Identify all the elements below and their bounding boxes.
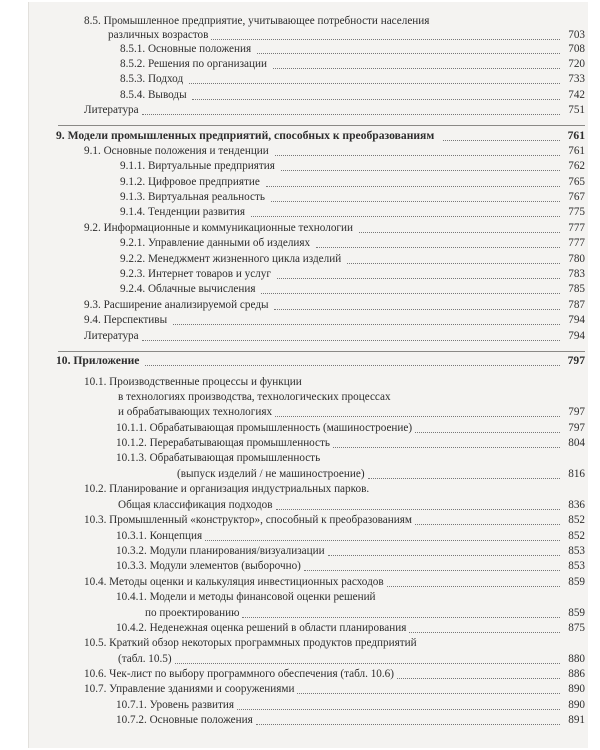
chapter-divider — [58, 351, 585, 352]
chapter-divider — [58, 125, 585, 126]
toc-entry[interactable] — [28, 514, 588, 526]
dot-leader — [297, 693, 560, 694]
toc-page-number: 852 — [568, 530, 585, 542]
toc-entry-title-continued: по проектированию — [145, 607, 240, 619]
toc-page-number: 875 — [568, 622, 585, 634]
dot-leader — [333, 447, 560, 448]
toc-entry-title: 10.7.2. Основные положения — [116, 714, 253, 726]
dot-leader — [274, 309, 560, 310]
toc-entry-title-continued: (выпуск изделий / не машиностроение) — [177, 468, 365, 480]
toc-entry[interactable] — [28, 699, 588, 711]
toc-entry-title: 9.2. Информационные и коммуникационные технологии — [84, 222, 353, 234]
toc-entry[interactable] — [28, 160, 588, 172]
dot-leader — [256, 724, 560, 725]
dot-leader — [273, 68, 560, 69]
dot-leader — [275, 416, 560, 417]
toc-entry-title: Литература — [84, 330, 139, 342]
toc-page-number: 794 — [568, 314, 585, 326]
toc-page-number: 794 — [568, 330, 585, 342]
toc-entry[interactable] — [28, 299, 588, 311]
toc-page-number: 797 — [568, 406, 585, 418]
toc-entry-title: 9.1.2. Цифровое предприятие — [120, 176, 260, 188]
dot-leader — [205, 540, 560, 541]
dot-leader — [281, 170, 560, 171]
toc-entry-title: 9.2.3. Интернет товаров и услуг — [120, 268, 271, 280]
toc-entry-title: 10.1. Производственные процессы и функции — [84, 376, 302, 388]
toc-entry-title: 10.1.1. Обрабатывающая промышленность (машиностроение) — [116, 422, 413, 434]
toc-entry-title: 10.1.3. Обрабатывающая промышленность — [116, 452, 321, 464]
dot-leader — [145, 365, 560, 366]
toc-entry[interactable] — [28, 376, 588, 418]
toc-page-number: 852 — [568, 514, 585, 526]
toc-entry[interactable] — [28, 545, 588, 557]
toc-entry[interactable] — [28, 222, 588, 234]
toc-entry-title: 10.3.3. Модули элементов (выборочно) — [116, 560, 301, 572]
toc-entry[interactable] — [28, 58, 588, 70]
toc-page-number: 777 — [568, 237, 585, 249]
toc-entry-title: 10.3. Промышленный «конструктор», способный к преобразованиям — [84, 514, 412, 526]
toc-entry[interactable] — [28, 89, 588, 101]
toc-entry[interactable] — [28, 145, 588, 157]
toc-entry-title: 10.7. Управление зданиями и сооружениями — [84, 683, 295, 695]
dot-leader — [173, 324, 560, 325]
toc-entry-title: 8.5.1. Основные положения — [120, 43, 252, 55]
toc-entry[interactable] — [28, 622, 588, 634]
toc-entry-title: 8.5.2. Решения по организации — [120, 58, 267, 70]
toc-entry-title: 9.1.3. Виртуальная реальность — [120, 191, 265, 203]
toc-entry-title: 8.5. Промышленное предприятие, учитывающее потребности населения — [84, 15, 430, 27]
toc-entry-title: 8.5.3. Подход — [120, 73, 184, 85]
toc-page-number: 886 — [568, 668, 585, 680]
toc-entry[interactable] — [28, 354, 588, 367]
dot-leader — [368, 478, 560, 479]
toc-page-number: 761 — [568, 145, 585, 157]
toc-page-number: 853 — [568, 545, 585, 557]
toc-entry-title: 10.4. Методы оценки и калькуляция инвестиционных расходов — [84, 576, 384, 588]
toc-entry[interactable] — [28, 530, 588, 542]
dot-leader — [142, 114, 560, 115]
dot-leader — [443, 140, 560, 141]
toc-entry[interactable] — [28, 129, 588, 142]
toc-page-number: 787 — [568, 299, 585, 311]
toc-page-number: 720 — [568, 58, 585, 70]
toc-page-number: 733 — [568, 73, 585, 85]
toc-entry-title: 8.5.4. Выводы — [120, 89, 187, 101]
toc-page-number: 853 — [568, 560, 585, 572]
dot-leader — [316, 247, 560, 248]
toc-entry-title: 9. Модели промышленных предприятий, способных к преобразованиям — [56, 129, 435, 142]
toc-entry-title-continued: и обрабатывающих технологиях — [118, 406, 273, 418]
toc-entry-title: 10.3.1. Концепция — [116, 530, 203, 542]
dot-leader — [347, 263, 560, 264]
toc-entry-title: 10.1.2. Перерабатывающая промышленность — [116, 437, 331, 449]
toc-entry[interactable] — [28, 176, 588, 188]
toc-entry[interactable] — [28, 43, 588, 55]
toc-entry[interactable] — [28, 330, 588, 342]
dot-leader — [211, 39, 560, 40]
toc-entry[interactable] — [28, 714, 588, 726]
dot-leader — [415, 432, 560, 433]
toc-page-number: 859 — [568, 607, 585, 619]
toc-entry-title: 9.4. Перспективы — [84, 314, 168, 326]
dot-leader — [271, 201, 560, 202]
toc-entry[interactable] — [28, 683, 588, 695]
dot-leader — [189, 83, 560, 84]
toc-entry[interactable] — [28, 483, 588, 511]
toc-entry-title-continued: различных возрастов — [108, 29, 209, 41]
book-page — [28, 2, 588, 748]
toc-entry[interactable] — [28, 206, 588, 218]
toc-entry[interactable] — [28, 576, 588, 588]
toc-entry-title: 9.2.2. Менеджмент жизненного цикла изделий — [120, 253, 342, 265]
dot-leader — [409, 632, 560, 633]
toc-page-number: 780 — [568, 253, 585, 265]
toc-entry-title: 10.6. Чек-лист по выбору программного обеспечения (табл. 10.6) — [84, 668, 394, 680]
dot-leader — [277, 278, 560, 279]
dot-leader — [415, 524, 560, 525]
toc-page-number: 880 — [568, 653, 585, 665]
toc-page-number: 777 — [568, 222, 585, 234]
toc-entry[interactable] — [28, 314, 588, 326]
toc-entry-title: 9.1.1. Виртуальные предприятия — [120, 160, 275, 172]
toc-page-number: 785 — [568, 283, 585, 295]
dot-leader — [142, 340, 560, 341]
toc-page-number: 742 — [568, 89, 585, 101]
toc-page-number: 891 — [568, 714, 585, 726]
toc-page-number: 804 — [568, 437, 585, 449]
toc-page-number: 762 — [568, 160, 585, 172]
toc-entry[interactable] — [28, 668, 588, 680]
toc-page-number: 816 — [568, 468, 585, 480]
toc-entry-title: 10. Приложение — [56, 354, 140, 367]
toc-entry-title: 10.4.2. Неденежная оценка решений в области планирования — [116, 622, 407, 634]
dot-leader — [242, 617, 560, 618]
toc-entry-title: 9.1.4. Тенденции развития — [120, 206, 246, 218]
toc-entry-title: 10.5. Краткий обзор некоторых программных продуктов предприятий — [84, 637, 417, 649]
dot-leader — [266, 186, 560, 187]
toc-entry-title: 9.1. Основные положения и тенденции — [84, 145, 269, 157]
toc-entry[interactable] — [28, 104, 588, 116]
dot-leader — [304, 570, 560, 571]
toc-entry-title: 9.3. Расширение анализируемой среды — [84, 299, 269, 311]
toc-entry[interactable] — [28, 437, 588, 449]
toc-entry[interactable] — [28, 591, 588, 619]
toc-entry-title: 10.4.1. Модели и методы финансовой оценки решений — [116, 591, 376, 603]
toc-page-number: 767 — [568, 191, 585, 203]
dot-leader — [237, 709, 560, 710]
dot-leader — [359, 232, 560, 233]
toc-page-number: 836 — [568, 499, 585, 511]
toc-page-number: 859 — [568, 576, 585, 588]
toc-page-number: 797 — [568, 422, 585, 434]
dot-leader — [261, 293, 560, 294]
toc-entry[interactable] — [28, 637, 588, 665]
toc-entry[interactable] — [28, 268, 588, 280]
dot-leader — [192, 99, 560, 100]
toc-entry-title-continued: Общая классификация подходов — [118, 499, 273, 511]
toc-page-number: 751 — [568, 104, 585, 116]
dot-leader — [387, 586, 560, 587]
dot-leader — [276, 509, 560, 510]
dot-leader — [175, 663, 560, 664]
dot-leader — [257, 53, 560, 54]
toc-entry-title: 10.3.2. Модули планирования/визуализации — [116, 545, 325, 557]
toc-entry[interactable] — [28, 15, 588, 41]
toc-page-number: 890 — [568, 683, 585, 695]
toc-entry-title-continued: в технологиях производства, технологических процессах — [118, 391, 391, 403]
dot-leader — [328, 555, 560, 556]
toc-entry-title: Литература — [84, 104, 139, 116]
dot-leader — [251, 216, 560, 217]
toc-entry[interactable] — [28, 237, 588, 249]
toc-entry-title: 9.2.4. Облачные вычисления — [120, 283, 256, 295]
toc-entry[interactable] — [28, 422, 588, 434]
toc-page-number: 775 — [568, 206, 585, 218]
toc-page-number: 765 — [568, 176, 585, 188]
dot-leader — [275, 155, 560, 156]
toc-entry-title: 10.7.1. Уровень развития — [116, 699, 235, 711]
toc-entry-title-continued: (табл. 10.5) — [118, 653, 172, 665]
toc-entry[interactable] — [28, 73, 588, 85]
toc-entry[interactable] — [28, 253, 588, 265]
toc-page-number: 761 — [567, 129, 585, 142]
toc-page-number: 890 — [568, 699, 585, 711]
toc-entry-title: 9.2.1. Управление данными об изделиях — [120, 237, 311, 249]
toc-page-number: 703 — [568, 29, 585, 41]
toc-page-number: 783 — [568, 268, 585, 280]
toc-entry[interactable] — [28, 283, 588, 295]
toc-page-number: 708 — [568, 43, 585, 55]
toc-entry-title: 10.2. Планирование и организация индустриальных парков. — [84, 483, 370, 495]
toc-entry[interactable] — [28, 560, 588, 572]
dot-leader — [397, 678, 560, 679]
toc-entry[interactable] — [28, 452, 588, 480]
toc-entry[interactable] — [28, 191, 588, 203]
toc-page-number: 797 — [567, 354, 585, 367]
